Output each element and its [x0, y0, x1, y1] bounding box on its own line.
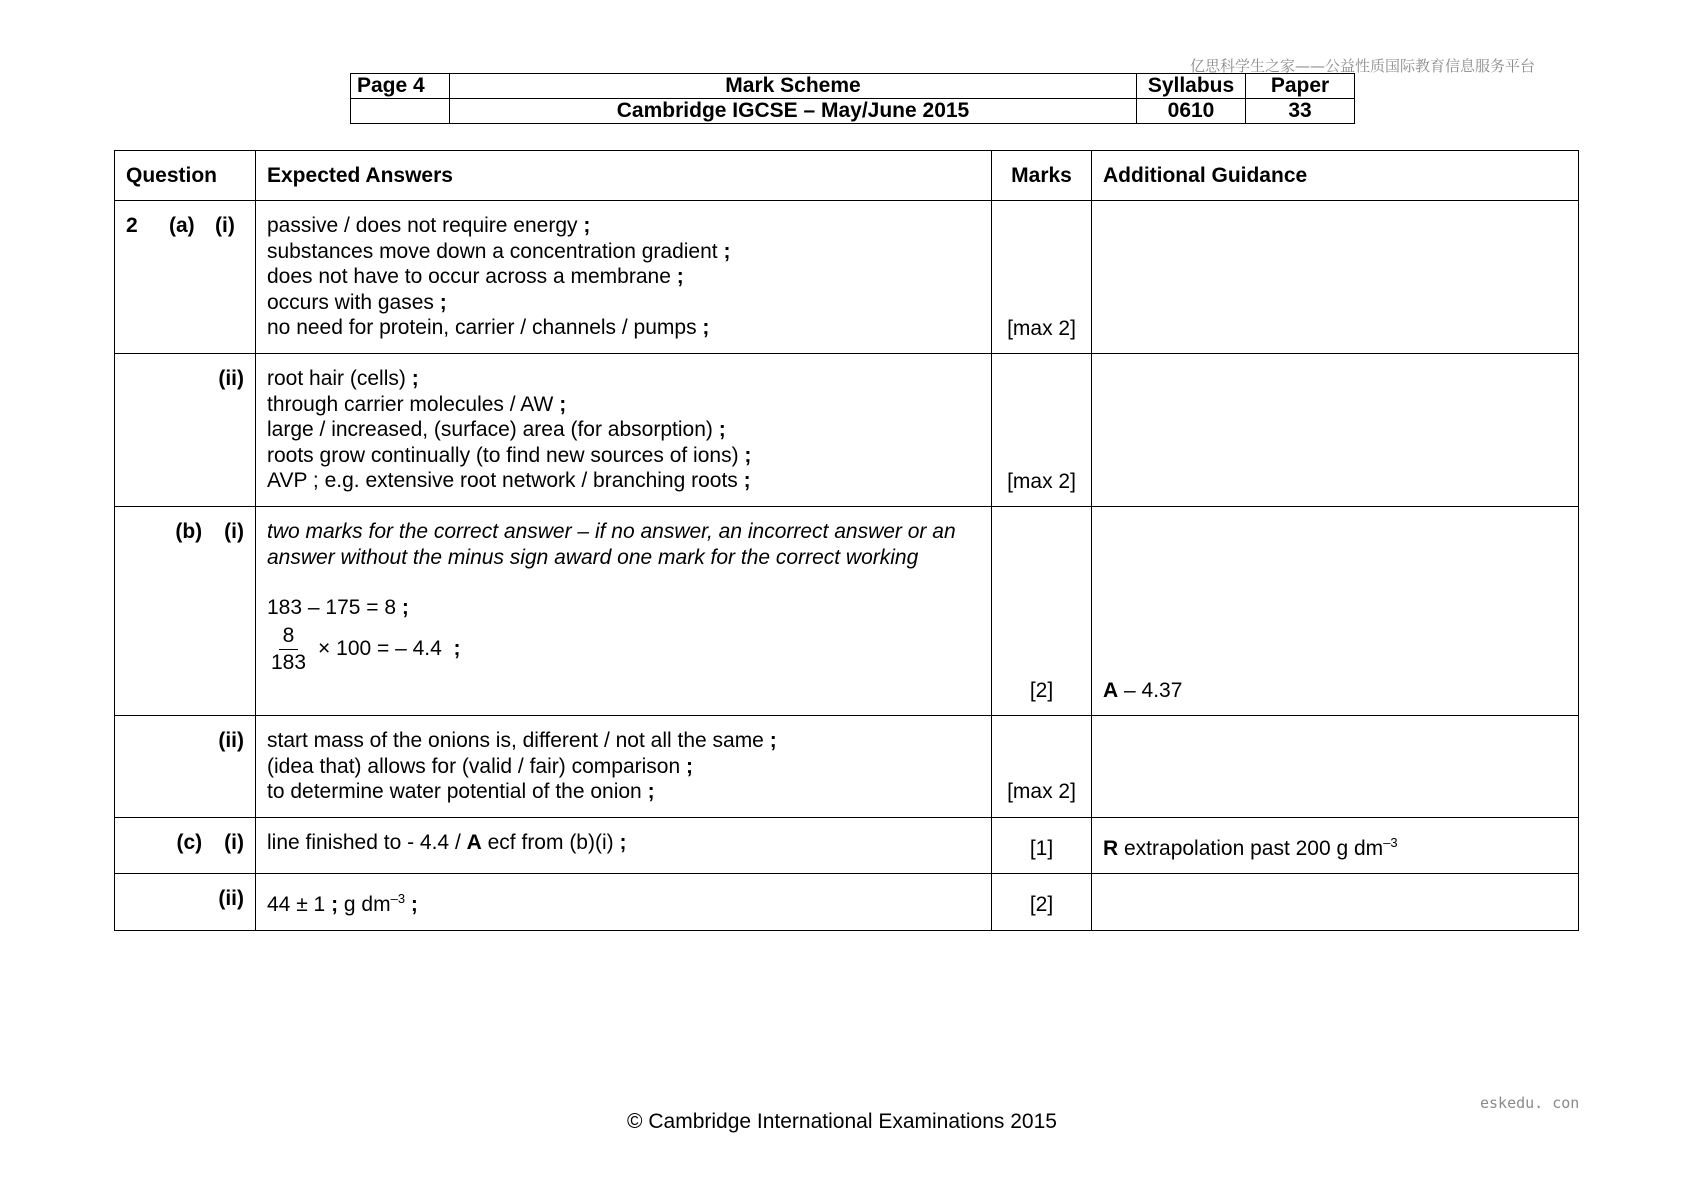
- paper-label: Paper: [1246, 74, 1355, 99]
- marks-cell: [max 2]: [992, 354, 1092, 507]
- guidance-cell: R extrapolation past 200 g $dm^{-3}$: [1092, 817, 1579, 874]
- question-cell: [115, 716, 256, 818]
- question-subpart: (ii): [218, 887, 244, 910]
- table-row: [115, 201, 1579, 354]
- page-number: Page 4: [351, 74, 450, 99]
- answer-line: root hair (cells) ;: [267, 367, 419, 390]
- answer-line: through carrier molecules / AW ;: [267, 392, 567, 416]
- table-row: [115, 817, 1579, 874]
- column-header-marks: Marks: [992, 151, 1092, 201]
- answer-line: start mass of the onions is, different / not all the same ;: [267, 729, 777, 752]
- answer-cell: [256, 507, 992, 716]
- column-header-guidance: Additional Guidance: [1092, 151, 1579, 201]
- answer-line: line finished to - 4.4 / A ecf from (b)(i) ;: [267, 830, 627, 854]
- answer-line: occurs with gases ;: [267, 290, 447, 314]
- syllabus-code: 0610: [1137, 99, 1246, 124]
- answer-line: large / increased, (surface) area (for absorption) ;: [267, 418, 726, 441]
- answer-line: (idea that) allows for (valid / fair) comparison ;: [267, 754, 693, 778]
- question-cell: [115, 817, 256, 874]
- question-subpart: (i): [224, 520, 244, 543]
- question-part: (b): [175, 520, 203, 543]
- question-cell: [115, 874, 256, 931]
- answer-line: passive / does not require energy ;: [267, 214, 591, 237]
- fraction-numerator: 8: [279, 623, 299, 650]
- table-row: [115, 716, 1579, 818]
- question-subpart: (ii): [218, 729, 244, 752]
- page-header-table: [350, 73, 1355, 124]
- question-subpart: (i): [224, 830, 244, 854]
- guidance-cell: [1092, 874, 1579, 931]
- empty-cell: [351, 99, 450, 124]
- table-row: [115, 354, 1579, 507]
- calculation-line: $\frac{8}{183}$ × 100 = – 4.4 ;: [267, 623, 980, 676]
- answer-line: substances move down a concentration gradient ;: [267, 239, 731, 263]
- marks-cell: [max 2]: [992, 716, 1092, 818]
- answer-cell: [256, 354, 992, 507]
- answer-line: does not have to occur across a membrane ;: [267, 265, 684, 288]
- guidance-cell: [1092, 201, 1579, 354]
- answer-line: AVP ; e.g. extensive root network / branching roots ;: [267, 469, 751, 492]
- table-row: [115, 507, 1579, 716]
- calculation-line: 183 – 175 = 8 ;: [267, 596, 409, 619]
- exam-name: Cambridge IGCSE – May/June 2015: [450, 99, 1137, 124]
- watermark-bottom: eskedu. con: [1480, 1094, 1580, 1112]
- mark-scheme-table: [114, 150, 1579, 931]
- paper-number: 33: [1246, 99, 1355, 124]
- question-part: (a): [169, 214, 195, 237]
- fraction-denominator: 183: [271, 650, 307, 674]
- watermark-top: 亿思科学生之家——公益性质国际教育信息服务平台: [1190, 57, 1536, 75]
- answer-line: roots grow continually (to find new sources of ions) ;: [267, 443, 752, 467]
- question-subpart: (ii): [218, 367, 244, 390]
- answer-cell: [256, 874, 992, 931]
- question-cell: [115, 201, 256, 354]
- answer-cell: [256, 716, 992, 818]
- marks-cell: [2]: [992, 507, 1092, 716]
- guidance-cell: [1092, 354, 1579, 507]
- answer-cell: [256, 201, 992, 354]
- syllabus-label: Syllabus: [1137, 74, 1246, 99]
- marks-cell: [2]: [992, 874, 1092, 931]
- column-header-question: Question: [115, 151, 256, 201]
- marks-cell: [max 2]: [992, 201, 1092, 354]
- marking-instruction: two marks for the correct answer – if no answer, an incorrect answer or an answer without the minus sign award one mark for the correct working: [267, 520, 956, 569]
- guidance-cell: [1092, 716, 1579, 818]
- guidance-cell: A – 4.37: [1092, 507, 1579, 716]
- question-number: 2: [126, 214, 138, 237]
- marks-cell: [1]: [992, 817, 1092, 874]
- column-header-answers: Expected Answers: [256, 151, 992, 201]
- copyright-footer: © Cambridge International Examinations 2015: [627, 1110, 1057, 1133]
- answer-line: to determine water potential of the onion ;: [267, 780, 655, 803]
- answer-line: no need for protein, carrier / channels / pumps ;: [267, 316, 710, 339]
- document-title: Mark Scheme: [450, 74, 1137, 99]
- question-cell: [115, 507, 256, 716]
- question-part: (c): [176, 830, 203, 854]
- fraction: [267, 623, 310, 676]
- answer-line: 44 ± 1 ; g $dm^{-3}$ ;: [267, 891, 418, 916]
- question-subpart: (i): [215, 214, 235, 237]
- question-cell: [115, 354, 256, 507]
- table-header-row: [115, 151, 1579, 201]
- answer-cell: [256, 817, 992, 874]
- table-row: [115, 874, 1579, 931]
